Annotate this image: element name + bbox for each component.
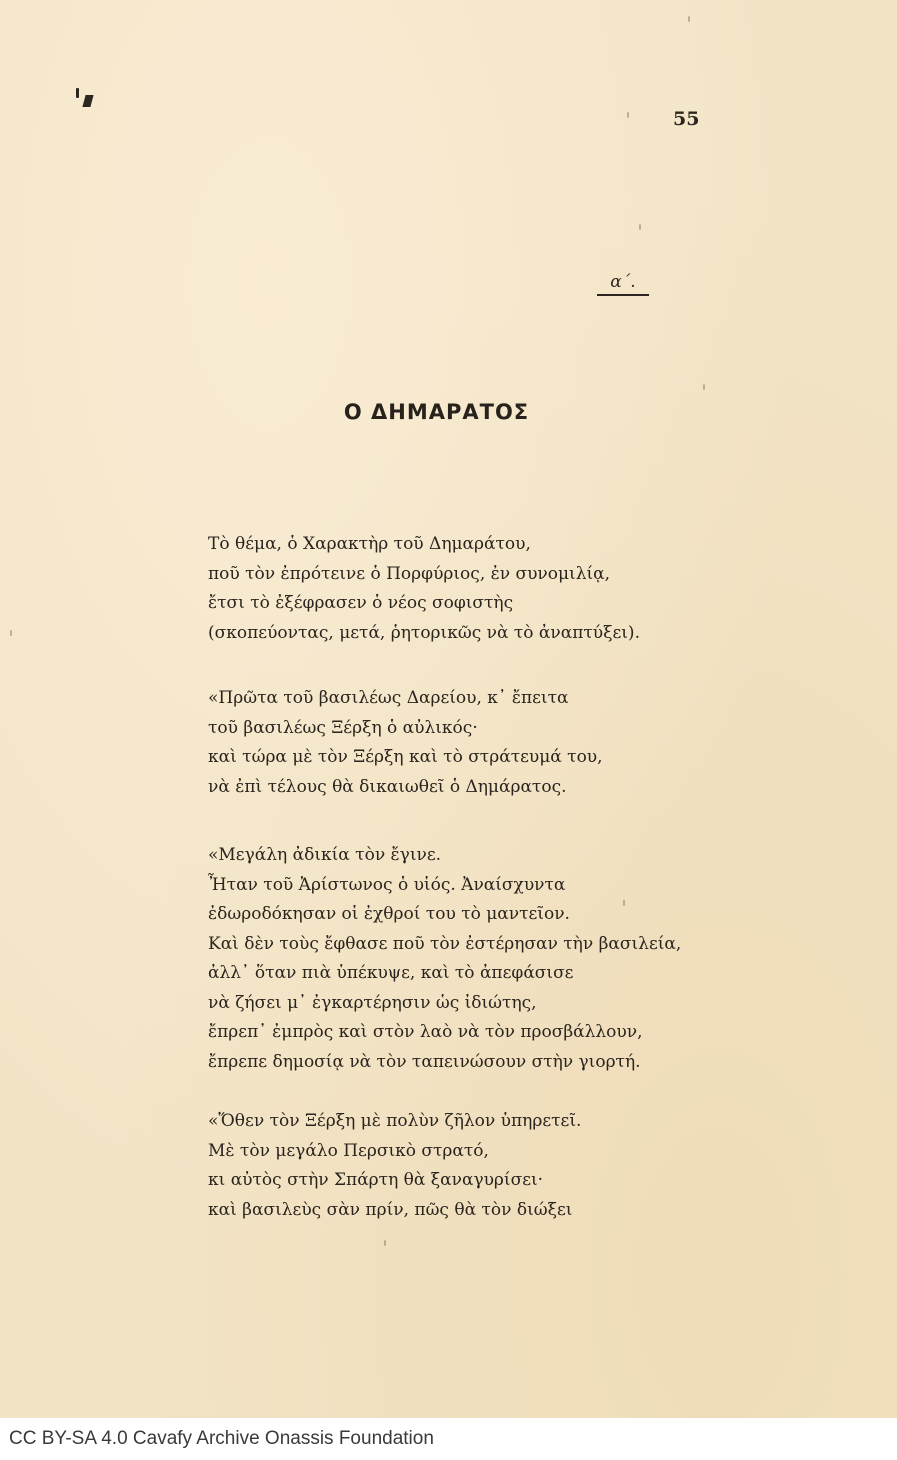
poem-line: ἔπρεπ᾽ ἐμπρὸς καὶ στὸν λαὸ νὰ τὸν προσβάλλουν, bbox=[208, 1022, 643, 1042]
poem-line: Τὸ θέμα, ὁ Χαρακτὴρ τοῦ Δημαράτου, bbox=[208, 534, 531, 554]
poem-line: Ἦταν τοῦ Ἀρίστωνος ὁ υἱός. Ἀναίσχυντα bbox=[208, 874, 566, 895]
poem-line: Καὶ δὲν τοὺς ἔφθασε ποῦ τὸν ἐστέρησαν τὴν βασιλεία, bbox=[208, 933, 682, 954]
stanza bbox=[208, 684, 603, 802]
stanza bbox=[208, 530, 640, 648]
poem-line: ἐδωροδόκησαν οἱ ἐχθροί του τὸ μαντεῖον. bbox=[208, 904, 570, 924]
poem-line: ποῦ τὸν ἐπρότεινε ὁ Πορφύριος, ἐν συνομιλίᾳ, bbox=[208, 563, 611, 584]
footer-bar bbox=[0, 1418, 897, 1460]
poem-line: «Ὅθεν τὸν Ξέρξη μὲ πολὺν ζῆλον ὑπηρετεῖ. bbox=[208, 1111, 582, 1131]
poem-line: «Πρῶτα τοῦ βασιλέως Δαρείου, κ᾽ ἔπειτα bbox=[208, 688, 569, 708]
poem-line: τοῦ βασιλέως Ξέρξη ὁ αὐλικός· bbox=[208, 717, 478, 738]
section-rule bbox=[597, 294, 649, 296]
paper-speck bbox=[76, 88, 79, 98]
paper-speck bbox=[688, 16, 690, 22]
poem-line: (σκοπεύοντας, μετά, ῥητορικῶς νὰ τὸ ἀναπτύξει). bbox=[208, 622, 640, 643]
poem-line: ἔτσι τὸ ἐξέφρασεν ὁ νέος σοφιστὴς bbox=[208, 593, 514, 613]
poem-line: κι αὐτὸς στὴν Σπάρτη θὰ ξαναγυρίσει· bbox=[208, 1170, 544, 1190]
poem-line: ἀλλ᾽ ὅταν πιὰ ὑπέκυψε, καὶ τὸ ἀπεφάσισε bbox=[208, 963, 574, 983]
poem-line: «Μεγάλη ἀδικία τὸν ἔγινε. bbox=[208, 845, 442, 865]
paper-speck bbox=[10, 630, 12, 636]
stanza bbox=[208, 841, 681, 1077]
ink-mark bbox=[82, 95, 93, 107]
paper-speck bbox=[627, 112, 629, 118]
poem-line: νὰ ζήσει μ᾽ ἐγκαρτέρησιν ὡς ἰδιώτης, bbox=[208, 992, 537, 1013]
poem-line: Μὲ τὸν μεγάλο Περσικὸ στρατό, bbox=[208, 1140, 489, 1161]
poem-line: νὰ ἐπὶ τέλους θὰ δικαιωθεῖ ὁ Δημάρατος. bbox=[208, 776, 567, 797]
page-number: 55 bbox=[673, 108, 700, 130]
poem-title: Ο ΔΗΜΑΡΑΤΟΣ bbox=[343, 400, 530, 424]
poem-line: καὶ βασιλεὺς σὰν πρίν, πῶς θὰ τὸν διώξει bbox=[208, 1199, 573, 1220]
license-credit: CC BY-SA 4.0 Cavafy Archive Onassis Foundation bbox=[9, 1428, 434, 1449]
poem-line: ἔπρεπε δημοσίᾳ νὰ τὸν ταπεινώσουν στὴν γιορτή. bbox=[208, 1051, 641, 1072]
poem-line: καὶ τώρα μὲ τὸν Ξέρξη καὶ τὸ στράτευμά του, bbox=[208, 747, 603, 767]
stanza bbox=[208, 1107, 581, 1225]
paper-speck bbox=[703, 384, 705, 390]
paper-speck bbox=[384, 1240, 386, 1246]
paper-speck bbox=[639, 224, 641, 230]
section-mark: α΄. bbox=[610, 272, 636, 292]
